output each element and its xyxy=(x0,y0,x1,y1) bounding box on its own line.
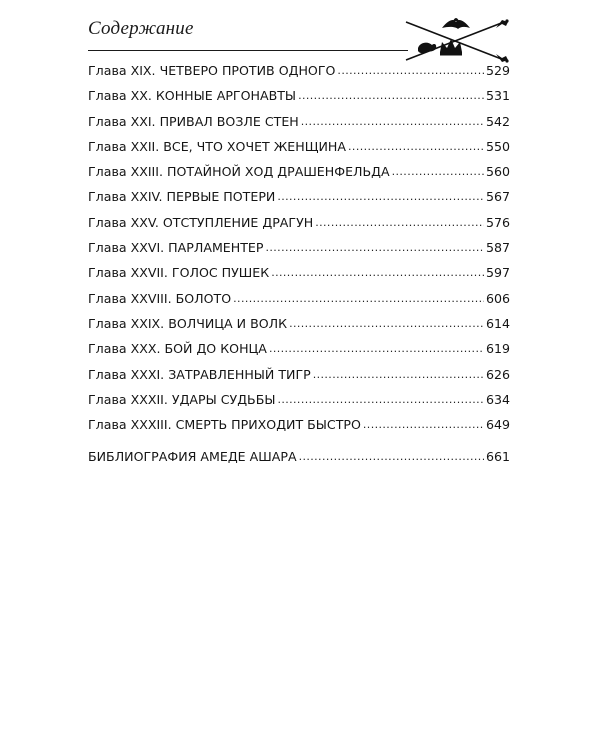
toc-entry-page: 597 xyxy=(485,265,510,281)
toc-entry[interactable] xyxy=(88,265,510,290)
toc-entry-page: 542 xyxy=(485,113,510,129)
toc-leader-dots xyxy=(269,340,484,355)
toc-entry-page: 567 xyxy=(485,189,510,205)
toc-leader-dots xyxy=(315,214,484,229)
toc-leader-dots xyxy=(233,290,484,305)
toc-leader-dots xyxy=(271,264,484,279)
toc-entry-title: Глава XIX. ЧЕТВЕРО ПРОТИВ ОДНОГО xyxy=(88,63,336,78)
toc-entry-page: 614 xyxy=(485,315,510,331)
toc-entry-title: Глава XXVIII. БОЛОТО xyxy=(88,290,232,306)
toc-entry-page: 634 xyxy=(485,391,510,407)
toc-leader-dots xyxy=(277,188,484,203)
toc-leader-dots xyxy=(265,239,483,254)
toc-entry-page: 529 xyxy=(485,63,510,78)
toc-entry[interactable] xyxy=(88,316,510,341)
page-header-title: Содержание xyxy=(88,18,194,39)
toc-entry[interactable] xyxy=(88,189,510,214)
toc-entry-page: 606 xyxy=(485,290,510,306)
toc-leader-dots xyxy=(298,87,484,102)
table-of-contents xyxy=(88,63,510,475)
toc-entry[interactable] xyxy=(88,341,510,366)
toc-entry-title: Глава XXXI. ЗАТРАВЛЕННЫЙ ТИГР xyxy=(88,366,311,382)
toc-leader-dots xyxy=(277,391,484,406)
toc-leader-dots xyxy=(301,113,484,128)
toc-entry[interactable] xyxy=(88,164,510,189)
toc-entry-title: Глава XX. КОННЫЕ АРГОНАВТЫ xyxy=(88,88,297,104)
toc-entry-title: Глава XXVII. ГОЛОС ПУШЕК xyxy=(88,265,270,281)
toc-entry-title: Глава XXXIII. СМЕРТЬ ПРИХОДИТ БЫСТРО xyxy=(88,417,361,433)
toc-entry-title: Глава XXVI. ПАРЛАМЕНТЕР xyxy=(88,240,264,256)
toc-entry-title: Глава XXV. ОТСТУПЛЕНИЕ ДРАГУН xyxy=(88,214,314,230)
toc-entry-page: 587 xyxy=(485,240,510,256)
toc-entry[interactable] xyxy=(88,367,510,392)
crossed-swords-eagle-crown-icon xyxy=(398,8,513,64)
toc-leader-dots xyxy=(337,62,484,77)
toc-entry-title: Глава XXIX. ВОЛЧИЦА И ВОЛК xyxy=(88,315,288,331)
toc-entry[interactable] xyxy=(88,240,510,265)
toc-entry-title: Глава XXII. ВСЕ, ЧТО ХОЧЕТ ЖЕНЩИНА xyxy=(88,138,347,154)
toc-entry-title: Глава XXI. ПРИВАЛ ВОЗЛЕ СТЕН xyxy=(88,113,299,129)
toc-entry-page: 550 xyxy=(485,138,510,154)
toc-entry[interactable] xyxy=(88,88,510,113)
toc-entry-title: БИБЛИОГРАФИЯ АМЕДЕ АШАРА xyxy=(88,449,297,465)
toc-bibliography-entry[interactable] xyxy=(88,449,510,474)
toc-entry-page: 626 xyxy=(485,366,510,382)
toc-entry[interactable] xyxy=(88,215,510,240)
toc-entry-page: 619 xyxy=(485,341,510,357)
toc-leader-dots xyxy=(289,315,484,330)
toc-leader-dots xyxy=(313,366,484,381)
toc-entry[interactable] xyxy=(88,392,510,417)
toc-entry[interactable] xyxy=(88,63,510,88)
header-rule xyxy=(88,50,408,51)
toc-entry-page: 649 xyxy=(485,417,510,433)
toc-entry-page: 531 xyxy=(485,88,510,104)
toc-entry[interactable] xyxy=(88,114,510,139)
toc-leader-dots xyxy=(392,163,484,178)
toc-entry-page: 560 xyxy=(485,164,510,180)
toc-entry-title: Глава XXIV. ПЕРВЫЕ ПОТЕРИ xyxy=(88,189,276,205)
toc-leader-dots xyxy=(363,416,484,431)
toc-entry[interactable] xyxy=(88,291,510,316)
toc-entry-title: Глава XXX. БОЙ ДО КОНЦА xyxy=(88,341,267,357)
toc-entry[interactable] xyxy=(88,417,510,442)
toc-entry-title: Глава XXIII. ПОТАЙНОЙ ХОД ДРАШЕНФЕЛЬДА xyxy=(88,164,390,180)
toc-entry-page: 576 xyxy=(485,214,510,230)
toc-entry-title: Глава XXXII. УДАРЫ СУДЬБЫ xyxy=(88,391,276,407)
toc-leader-dots xyxy=(299,448,484,463)
toc-entry-page: 661 xyxy=(485,449,510,465)
toc-entry[interactable] xyxy=(88,139,510,164)
toc-leader-dots xyxy=(348,138,484,153)
